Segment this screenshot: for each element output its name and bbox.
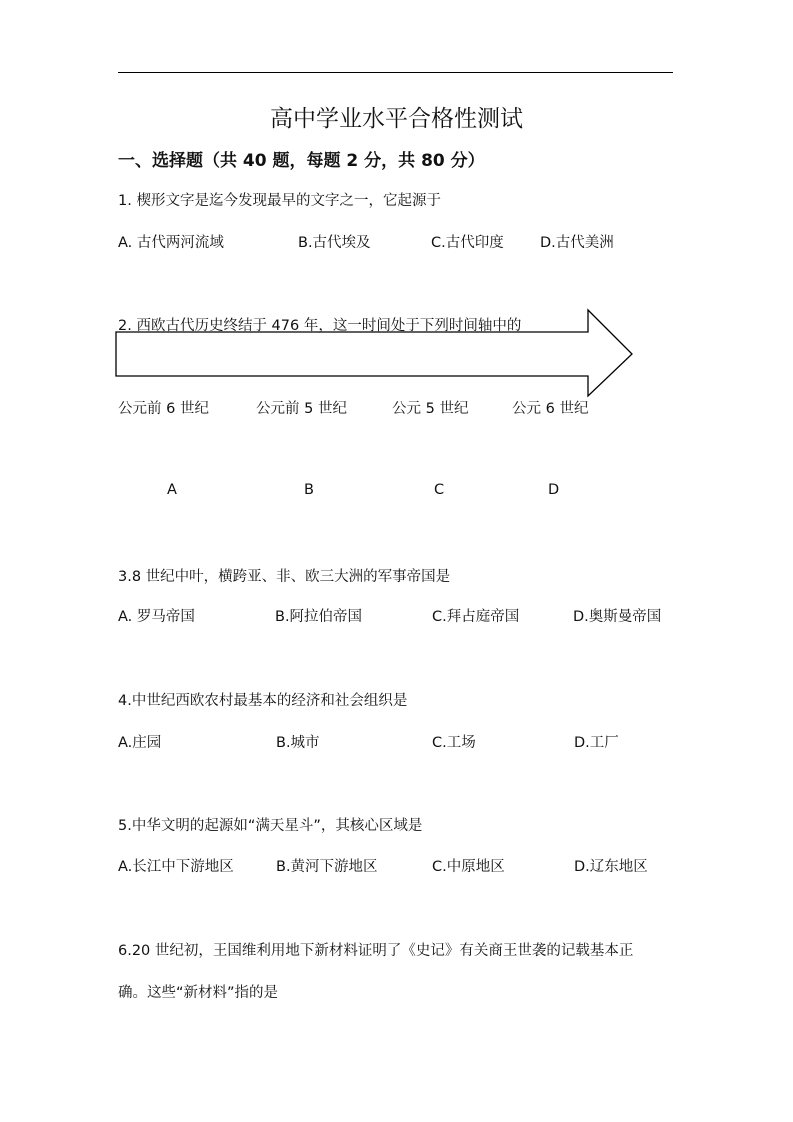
question-3-option-a: A. 罗马帝国 xyxy=(118,609,195,625)
question-2-option-a: A xyxy=(167,482,177,498)
question-4-stem: 4.中世纪西欧农村最基本的经济和社会组织是 xyxy=(118,693,408,709)
question-2-stem: 2. 西欧古代历史终结于 476 年，这一时间处于下列时间轴中的 xyxy=(118,318,522,334)
question-2-option-c: C xyxy=(434,482,445,498)
timeline-label-4: 公元 6 世纪 xyxy=(512,401,589,417)
question-4-option-c: C.工场 xyxy=(432,735,476,751)
question-2-option-d: D xyxy=(548,482,560,498)
question-5-option-b: B.黄河下游地区 xyxy=(276,859,378,875)
section-heading: 一、选择题（共 40 题，每题 2 分，共 80 分） xyxy=(118,151,485,171)
question-3-option-d: D.奥斯曼帝国 xyxy=(573,609,662,625)
question-5-option-a: A.长江中下游地区 xyxy=(118,859,234,875)
question-4-option-b: B.城市 xyxy=(276,735,320,751)
question-5-option-c: C.中原地区 xyxy=(432,859,505,875)
question-1-option-b: B.古代埃及 xyxy=(298,235,371,251)
question-4-option-d: D.工厂 xyxy=(574,735,619,751)
question-3-option-c: C.拜占庭帝国 xyxy=(432,609,520,625)
question-2-option-b: B xyxy=(304,482,314,498)
timeline-label-1: 公元前 6 世纪 xyxy=(118,401,209,417)
question-3-stem: 3.8 世纪中叶，横跨亚、非、欧三大洲的军事帝国是 xyxy=(118,569,451,585)
question-6-stem-line-2: 确。这些“新材料”指的是 xyxy=(118,985,279,1001)
timeline-label-2: 公元前 5 世纪 xyxy=(256,401,347,417)
question-1-stem: 1. 楔形文字是迄今发现最早的文字之一，它起源于 xyxy=(118,193,441,209)
question-6-stem-line-1: 6.20 世纪初，王国维利用地下新材料证明了《史记》有关商王世袭的记载基本正 xyxy=(118,943,634,959)
question-5-stem: 5.中华文明的起源如“满天星斗”，其核心区域是 xyxy=(118,818,423,834)
question-1-option-a: A. 古代两河流域 xyxy=(118,235,224,251)
question-1-option-c: C.古代印度 xyxy=(431,235,504,251)
timeline-label-3: 公元 5 世纪 xyxy=(392,401,469,417)
header-rule xyxy=(118,72,673,73)
page-title: 高中学业水平合格性测试 xyxy=(270,106,523,132)
question-3-option-b: B.阿拉伯帝国 xyxy=(275,609,363,625)
question-5-option-d: D.辽东地区 xyxy=(574,859,648,875)
question-1-option-d: D.古代美洲 xyxy=(540,235,614,251)
question-4-option-a: A.庄园 xyxy=(118,735,162,751)
